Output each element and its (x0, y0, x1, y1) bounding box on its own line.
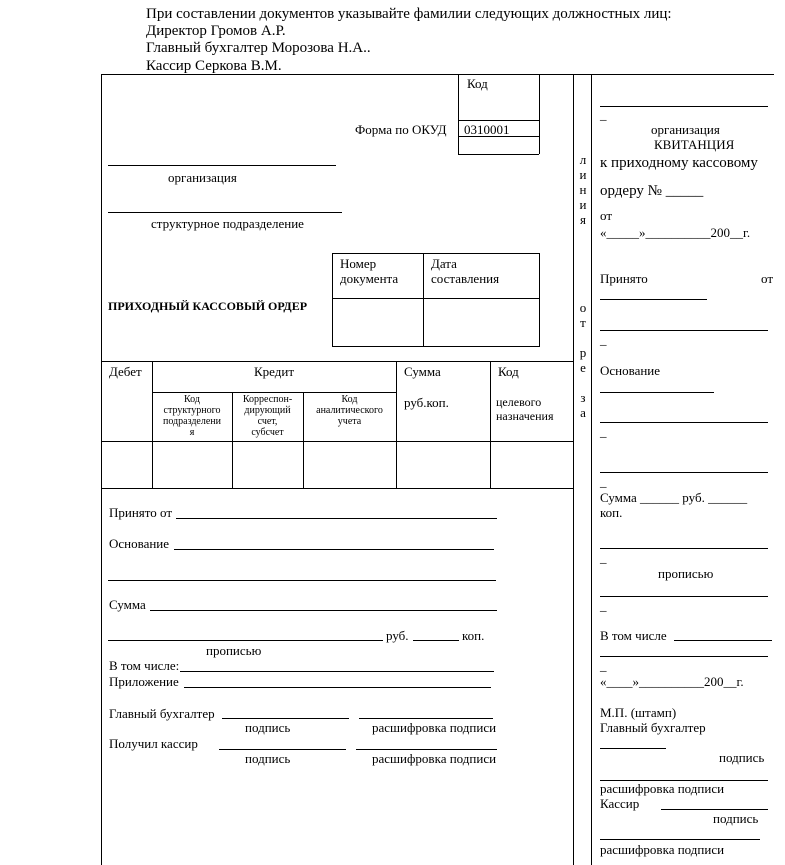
glavbuh-label: Главный бухгалтер (109, 706, 215, 721)
main-table-bottom (101, 488, 573, 489)
glavbuh-rasshifrovka: расшифровка подписи (372, 720, 497, 735)
subdiv-line (108, 212, 342, 213)
header-line-1: При составлении документов указывайте фамилии следующих должностных лиц: (146, 6, 672, 22)
receipt-kassir: Кассир (600, 796, 640, 811)
cutline-top-text: л и н и я (579, 152, 587, 227)
col-summa: Сумма (404, 364, 441, 379)
doc-date-label: Дата составления (431, 256, 500, 286)
col-kod-sub: целевого назначения (496, 395, 554, 423)
frame-left (101, 74, 102, 865)
org-label: организация (168, 170, 237, 185)
receipt-kop: коп. (600, 505, 623, 520)
receipt-propisyu: прописью (658, 566, 714, 581)
receipt-rasshifrovka2: расшифровка подписи (600, 842, 725, 857)
receipt-rasshifrovka: расшифровка подписи (600, 781, 725, 796)
receipt-podpis2: подпись (713, 811, 759, 826)
header-line-2: Директор Громов А.Р. (146, 23, 286, 39)
doc-num-label: Номер документа (340, 256, 399, 286)
receipt-mp: М.П. (штамп) (600, 705, 677, 720)
prilozhenie-label: Приложение (109, 674, 179, 689)
receipt-date: «_____»__________200__г. (600, 225, 751, 240)
main-table-top (101, 361, 573, 362)
header-line-4: Кассир Серкова В.М. (146, 58, 282, 74)
col-kredit: Кредит (254, 364, 295, 379)
cutline-bottom-text: о т р е з а (579, 300, 587, 420)
receipt-ot2: от (761, 271, 774, 286)
receipt-glavbuh: Главный бухгалтер (600, 720, 706, 735)
osnovanie-label: Основание (109, 536, 170, 551)
receipt-prinyato: Принято (600, 271, 648, 286)
col-debet: Дебет (109, 364, 142, 379)
prinyato-ot-line (176, 518, 497, 519)
receipt-org: организация (651, 122, 720, 137)
rub-label: руб. (386, 628, 409, 643)
okud-value: 0310001 (464, 122, 510, 137)
order-title: ПРИХОДНЫЙ КАССОВЫЙ ОРДЕР (108, 299, 308, 313)
receipt-podpis: подпись (719, 750, 765, 765)
glavbuh-podpis: подпись (245, 720, 291, 735)
okud-label: Форма по ОКУД (355, 122, 447, 137)
kassir-podpis: подпись (245, 751, 291, 766)
col-sub-corr: Корреспон- дирующий счет, субсчет (242, 394, 293, 438)
kop-label: коп. (462, 628, 485, 643)
cut-line-right (591, 74, 592, 865)
receipt-title: КВИТАНЦИЯ (654, 137, 735, 152)
kod-label: Код (467, 76, 488, 91)
kassir-label: Получил кассир (109, 736, 198, 751)
cut-line-left (573, 74, 574, 865)
receipt-to-order: к приходному кассовому (600, 155, 758, 171)
org-line (108, 165, 336, 166)
subdiv-label: структурное подразделение (151, 216, 304, 231)
prinyato-ot-label: Принято от (109, 505, 173, 520)
kassir-rasshifrovka: расшифровка подписи (372, 751, 497, 766)
frame-top (101, 74, 774, 75)
receipt-v-tom-chisle: В том числе (600, 628, 667, 643)
propisyu-label: прописью (206, 643, 262, 658)
col-summa-sub: руб.коп. (404, 395, 449, 410)
receipt-date2: «____»__________200__г. (600, 674, 744, 689)
summa-label: Сумма (109, 597, 146, 612)
receipt-order-num: ордеру № _____ (600, 183, 704, 199)
v-tom-chisle-label: В том числе: (109, 658, 180, 673)
col-sub-struct: Код структурного подразделени я (162, 394, 222, 438)
col-sub-analit: Код аналитического учета (316, 394, 383, 427)
receipt-ot: от (600, 208, 613, 223)
col-kod: Код (498, 364, 519, 379)
receipt-summa: Сумма ______ руб. ______ (600, 490, 748, 505)
header-line-3: Главный бухгалтер Морозова Н.А.. (146, 40, 371, 56)
receipt-osnovanie: Основание (600, 363, 661, 378)
